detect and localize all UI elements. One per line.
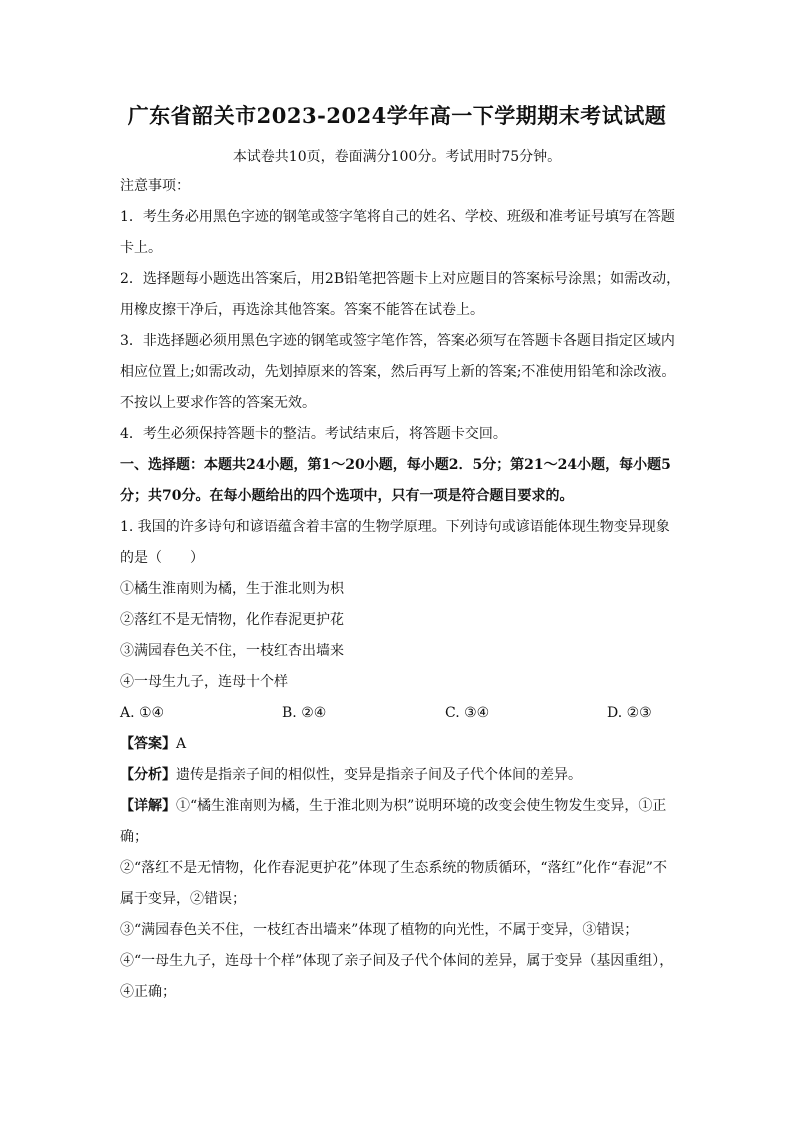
- notice-line: 1．考生务必用黑色字迹的钢笔或签字笔将自己的姓名、学校、班级和准考证号填写在答题: [120, 209, 675, 225]
- question-stem: 1. 我国的许多诗句和谚语蕴含着丰富的生物学原理。下列诗句或谚语能体现生物变异现象: [120, 519, 670, 535]
- detail-line: ③“满园春色关不住，一枝红杏出墙来”体现了植物的向光性，不属于变异，③错误；: [120, 922, 639, 938]
- notice-line: 用橡皮擦干净后，再选涂其他答案。答案不能答在试卷上。: [120, 302, 484, 318]
- analysis-line: [120, 760, 680, 791]
- section-heading: 分；共70分。在每小题给出的四个选项中，只有一项是符合题目要求的。: [120, 488, 574, 504]
- question-statement: ②落红不是无情物，化作春泥更护花: [120, 612, 344, 628]
- notice-line: 2．选择题每小题选出答案后，用2B铅笔把答题卡上对应题目的答案标号涂黑；如需改动，: [120, 271, 681, 287]
- notice-line: 3．非选择题必须用黑色字迹的钢笔或签字笔作答，答案必须写在答题卡各题目指定区域内: [120, 333, 675, 349]
- detail-line: ④正确；: [120, 984, 176, 1000]
- question-statement: ③满园春色关不住，一枝红杏出墙来: [120, 643, 344, 659]
- notice-line: 相应位置上;如需改动，先划掉原来的答案，然后再写上新的答案;不准使用铅笔和涂改液。: [120, 364, 676, 380]
- detail-line: ②“落红不是无情物，化作春泥更护花”体现了生态系统的物质循环，“落红”化作“春泥”不: [120, 860, 667, 876]
- analysis-text: 遗传是指亲子间的相似性，变异是指亲子间及子代个体间的差异。: [176, 767, 582, 783]
- detail-line: 确；: [120, 829, 148, 845]
- notice-line: 4．考生必须保持答题卡的整洁。考试结束后，将答题卡交回。: [120, 426, 507, 442]
- question-statement: ④一母生九子，连母十个样: [120, 674, 288, 690]
- section-heading: 一、选择题：本题共24小题，第1～20小题，每小题2．5分；第21～24小题，每小题5: [120, 457, 671, 473]
- answer-line: [120, 729, 680, 760]
- analysis-label: 【分析】: [120, 767, 176, 783]
- question-stem: 的是（ ）: [120, 550, 204, 566]
- detail-line: ④“一母生九子，连母十个样”体现了亲子间及子代个体间的差异，属于变异（基因重组），: [120, 953, 674, 969]
- notice-line: 卡上。: [120, 240, 162, 256]
- answer-value: A: [176, 736, 187, 752]
- exam-title: 广东省韶关市2023-2024学年高一下学期期末考试试题: [127, 103, 667, 128]
- exam-body: [120, 171, 680, 1008]
- question-statement: ①橘生淮南则为橘，生于淮北则为枳: [120, 581, 344, 597]
- notice-heading: 注意事项：: [120, 178, 190, 194]
- detail-line: 属于变异，②错误；: [120, 891, 246, 907]
- option-a: A. ①④: [120, 705, 165, 721]
- option-b: B. ②④: [282, 705, 327, 721]
- question-options: [120, 698, 680, 729]
- detail-line: [120, 791, 680, 822]
- option-d: D. ②③: [607, 705, 652, 721]
- option-c: C. ③④: [445, 705, 490, 721]
- notice-line: 不按以上要求作答的答案无效。: [120, 395, 316, 411]
- exam-subtitle: 本试卷共10页，卷面满分100分。考试用时75分钟。: [232, 149, 562, 165]
- detail-text: ①“橘生淮南则为橘，生于淮北则为枳”说明环境的改变会使生物发生变异，①正: [176, 798, 667, 814]
- detail-label: 【详解】: [120, 798, 176, 814]
- answer-label: 【答案】: [120, 736, 176, 752]
